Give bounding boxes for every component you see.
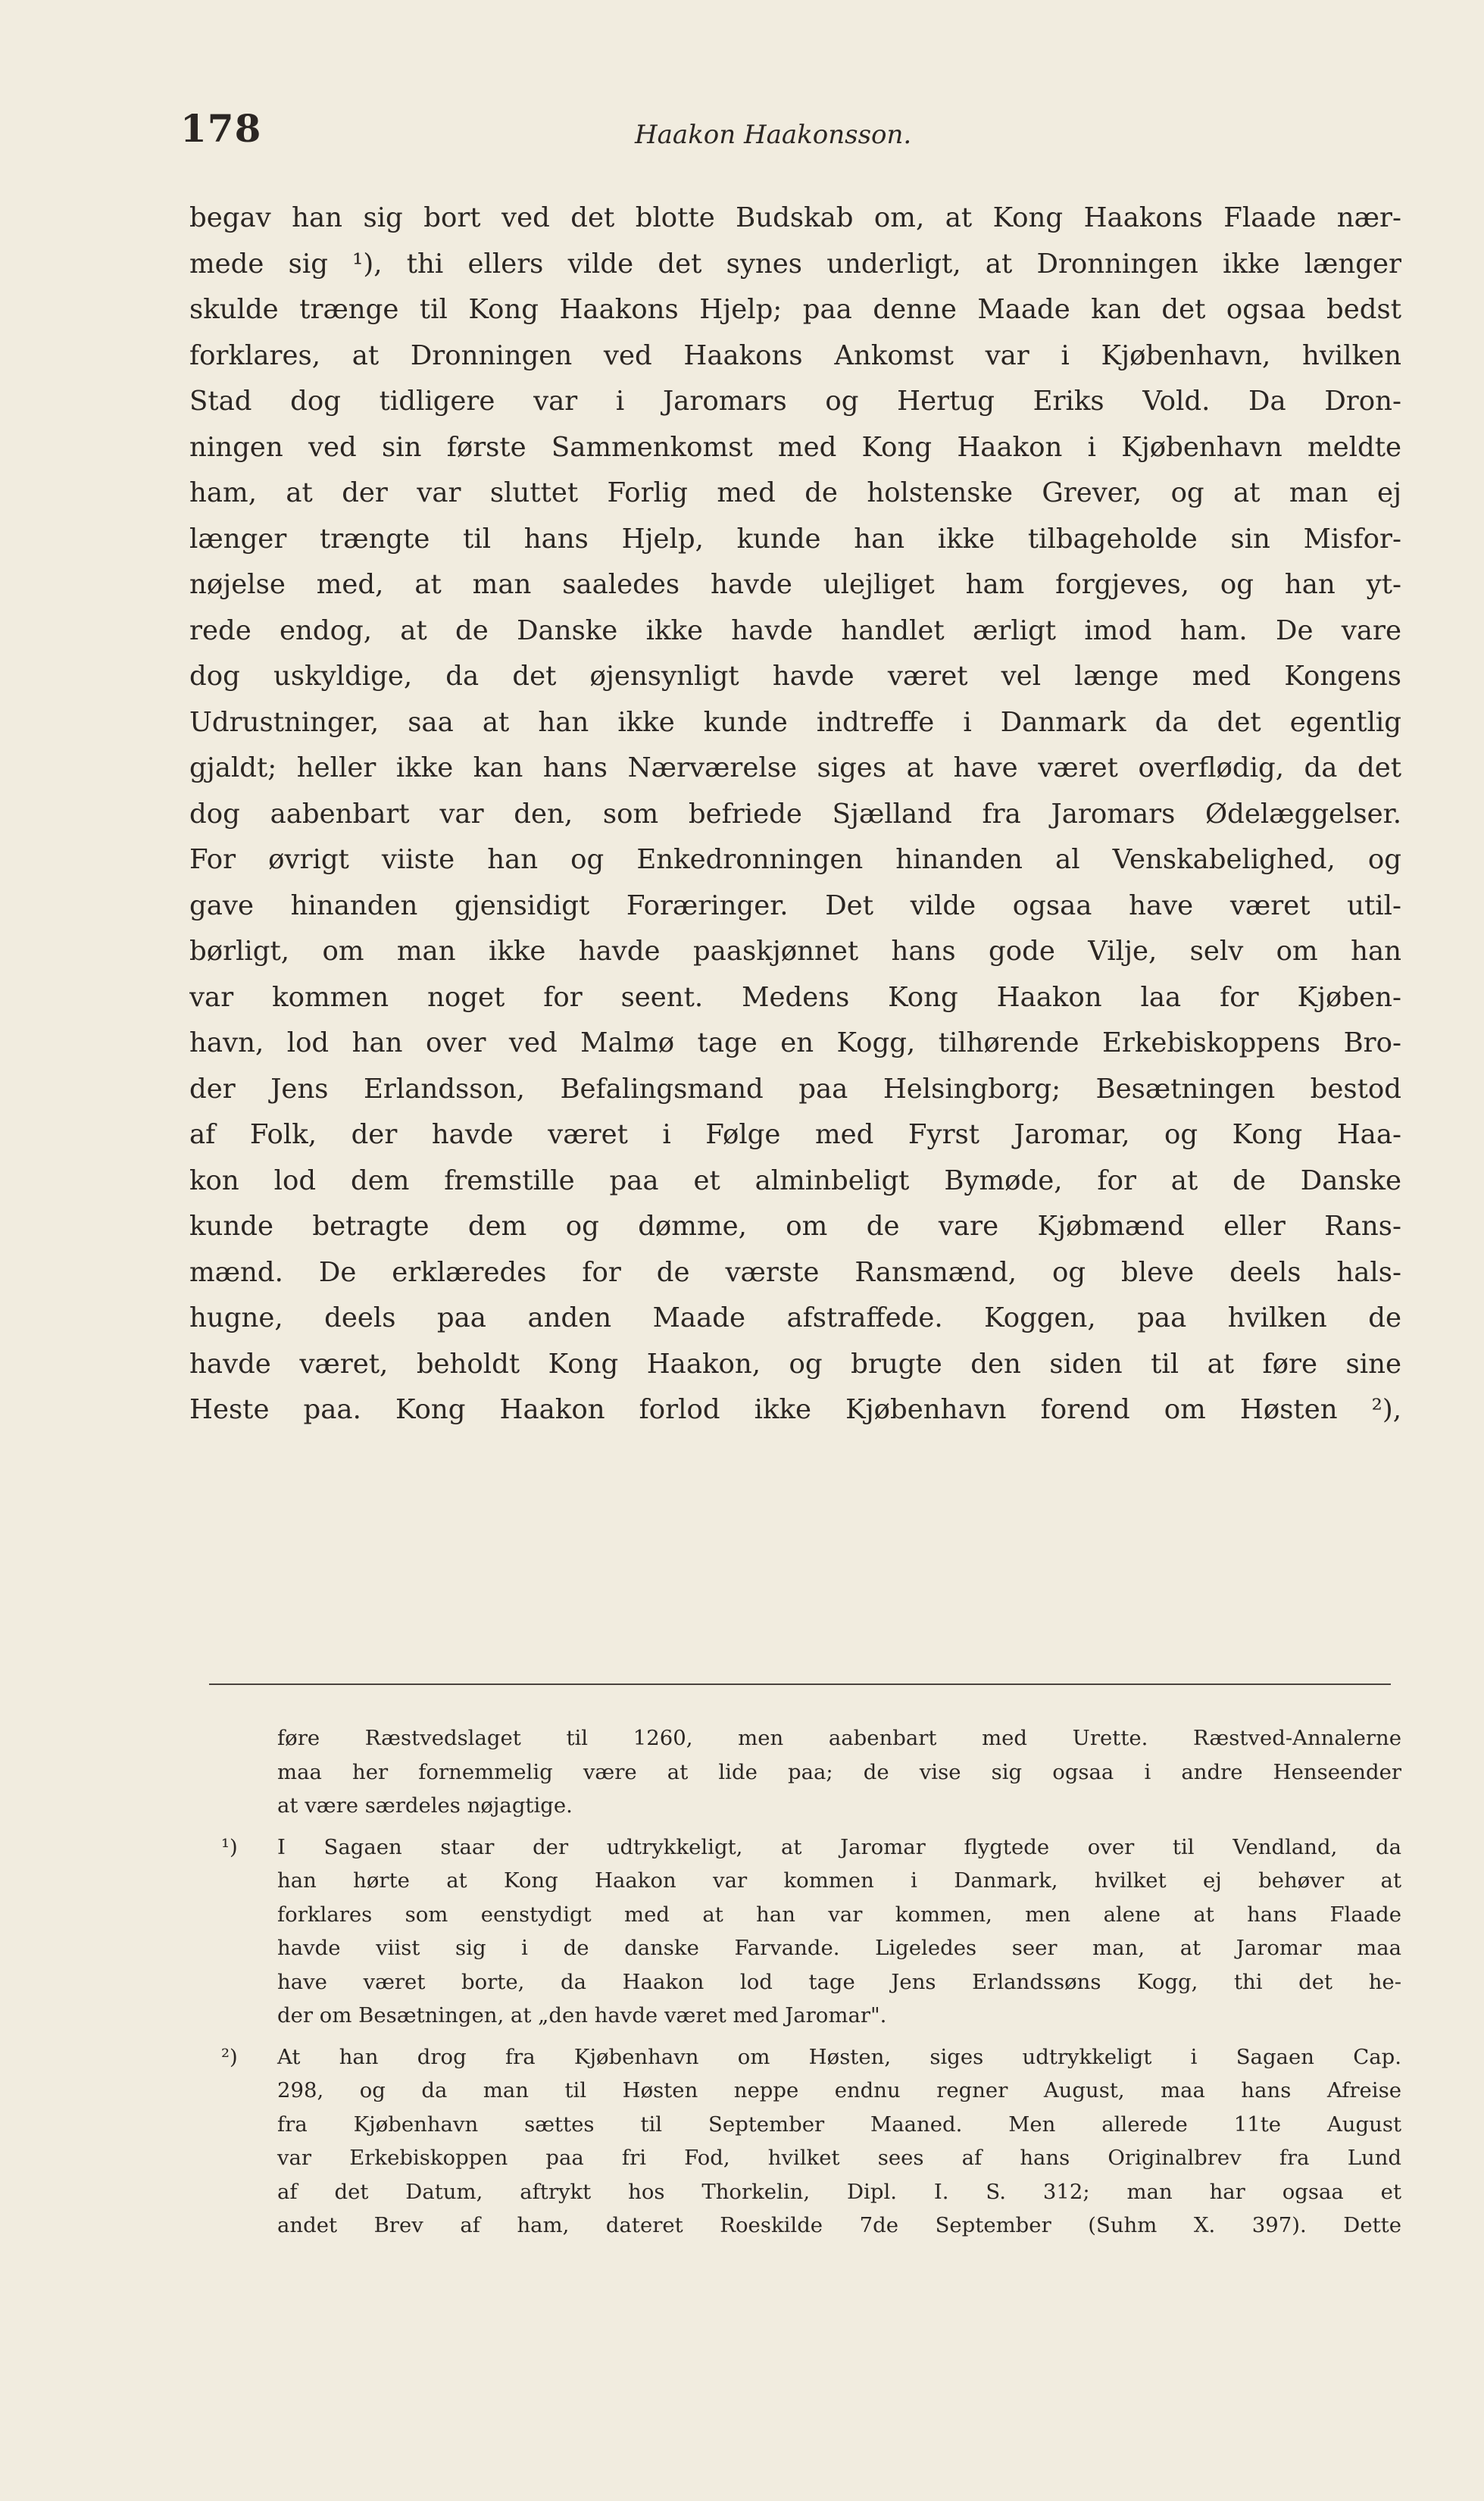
footnote-line	[189, 2074, 1401, 2108]
text-line: ham, at der var sluttet Forlig med de holstenske Grever, og at man ej	[189, 477, 1401, 508]
footnote-line	[189, 1789, 1401, 1823]
running-head: Haakon Haakonsson.	[635, 120, 912, 150]
footnote-line	[189, 2108, 1401, 2142]
text-line: havde været, beholdt Kong Haakon, og brugte den siden til at føre sine	[189, 1348, 1401, 1380]
footnote-divider	[209, 1683, 1391, 1685]
footnote-line	[189, 2175, 1401, 2209]
text-line: mede sig ¹), thi ellers vilde det synes underligt, at Dronningen ikke længer	[189, 248, 1401, 280]
footnote-line	[189, 2040, 1401, 2074]
footnote-text: der om Besætningen, at „den havde været med Jaromar".	[277, 2003, 887, 2027]
text-line: mænd. De erklæredes for de værste Ransmænd, og bleve deels hals-	[189, 1256, 1401, 1288]
footnote-line	[189, 1898, 1401, 1932]
footnote-marker: ²)	[221, 2044, 238, 2069]
page-header	[180, 106, 1407, 159]
footnote-line	[189, 1830, 1401, 1865]
footnote	[189, 2040, 1401, 2243]
footnote-text: at være særdeles nøjagtige.	[277, 1793, 573, 1818]
text-line: skulde trænge til Kong Haakons Hjelp; paa denne Maade kan det ogsaa bedst	[189, 294, 1401, 325]
text-line: af Folk, der havde været i Følge med Fyrst Jaromar, og Kong Haa-	[189, 1119, 1401, 1150]
footnote-line	[189, 1755, 1401, 1790]
footnote-line	[189, 1999, 1401, 2033]
text-line: kunde betragte dem og dømme, om de vare Kjøbmænd eller Rans-	[189, 1211, 1401, 1242]
footnote-line	[189, 1931, 1401, 1965]
footnote-text: At han drog fra Kjøbenhavn om Høsten, siges udtrykkeligt i Sagaen Cap.	[277, 2044, 1401, 2069]
text-line: var kommen noget for seent. Medens Kong Haakon laa for Kjøben-	[189, 981, 1401, 1013]
footnote-line	[189, 1965, 1401, 1999]
footnote	[189, 1721, 1401, 1823]
footnote-text: forklares som eenstydigt med at han var kommen, men alene at hans Flaade	[277, 1902, 1401, 1927]
text-line: ningen ved sin første Sammenkomst med Kong Haakon i Kjøbenhavn meldte	[189, 431, 1401, 463]
footnote-text: have været borte, da Haakon lod tage Jens Erlandssøns Kogg, thi det he-	[277, 1969, 1401, 1994]
page-number: 178	[180, 106, 262, 151]
text-line: hugne, deels paa anden Maade afstraffede. Koggen, paa hvilken de	[189, 1302, 1401, 1333]
text-line: Stad dog tidligere var i Jaromars og Hertug Eriks Vold. Da Dron-	[189, 386, 1401, 417]
footnote-text: I Sagaen staar der udtrykkeligt, at Jaromar flygtede over til Vendland, da	[277, 1834, 1401, 1859]
footnote	[189, 1830, 1401, 2033]
footnote-text: havde viist sig i de danske Farvande. Ligeledes seer man, at Jaromar maa	[277, 1936, 1401, 1960]
footnotes	[189, 1721, 1401, 2250]
footnote-line	[189, 1864, 1401, 1898]
text-line: begav han sig bort ved det blotte Budskab om, at Kong Haakons Flaade nær-	[189, 202, 1401, 233]
text-line: der Jens Erlandsson, Befalingsmand paa Helsingborg; Besætningen bestod	[189, 1073, 1401, 1105]
text-line: gave hinanden gjensidigt Foræringer. Det vilde ogsaa have været util-	[189, 889, 1401, 921]
text-line: Heste paa. Kong Haakon forlod ikke Kjøbenhavn forend om Høsten ²),	[189, 1394, 1401, 1425]
footnote-line	[189, 1721, 1401, 1755]
footnote-text: føre Ræstvedslaget til 1260, men aabenbart med Urette. Ræstved-Annalerne	[277, 1726, 1401, 1750]
footnote-line	[189, 2209, 1401, 2243]
text-line: kon lod dem fremstille paa et alminbeligt Bymøde, for at de Danske	[189, 1165, 1401, 1196]
footnote-text: han hørte at Kong Haakon var kommen i Danmark, hvilket ej behøver at	[277, 1868, 1401, 1893]
text-line: gjaldt; heller ikke kan hans Nærværelse siges at have været overflødig, da det	[189, 752, 1401, 783]
footnote-text: 298, og da man til Høsten neppe endnu regner August, maa hans Afreise	[277, 2078, 1401, 2102]
text-line: forklares, at Dronningen ved Haakons Ankomst var i Kjøbenhavn, hvilken	[189, 339, 1401, 371]
footnote-text: maa her fornemmelig være at lide paa; de vise sig ogsaa i andre Henseender	[277, 1759, 1401, 1784]
footnote-text: andet Brev af ham, dateret Roeskilde 7de September (Suhm X. 397). Dette	[277, 2213, 1401, 2237]
text-line: nøjelse med, at man saaledes havde ulejliget ham forgjeves, og han yt-	[189, 569, 1401, 600]
footnote-line	[189, 2141, 1401, 2175]
text-line: dog aabenbart var den, som befriede Sjælland fra Jaromars Ødelæggelser.	[189, 798, 1401, 830]
footnote-text: fra Kjøbenhavn sættes til September Maaned. Men allerede 11te August	[277, 2112, 1401, 2137]
footnote-text: af det Datum, aftrykt hos Thorkelin, Dipl. I. S. 312; man har ogsaa et	[277, 2179, 1401, 2204]
text-line: Udrustninger, saa at han ikke kunde indtreffe i Danmark da det egentlig	[189, 706, 1401, 738]
footnote-text: var Erkebiskoppen paa fri Fod, hvilket sees af hans Originalbrev fra Lund	[277, 2146, 1401, 2170]
text-line: For øvrigt viiste han og Enkedronningen hinanden al Venskabelighed, og	[189, 844, 1401, 875]
text-line: rede endog, at de Danske ikke havde handlet ærligt imod ham. De vare	[189, 614, 1401, 646]
footnote-marker: ¹)	[221, 1834, 238, 1859]
text-line: dog uskyldige, da det øjensynligt havde været vel længe med Kongens	[189, 661, 1401, 692]
text-line: havn, lod han over ved Malmø tage en Kogg, tilhørende Erkebiskoppens Bro-	[189, 1027, 1401, 1058]
text-line: børligt, om man ikke havde paaskjønnet hans gode Vilje, selv om han	[189, 936, 1401, 967]
text-line: længer trængte til hans Hjelp, kunde han ikke tilbageholde sin Misfor-	[189, 523, 1401, 555]
main-text	[189, 195, 1401, 1433]
